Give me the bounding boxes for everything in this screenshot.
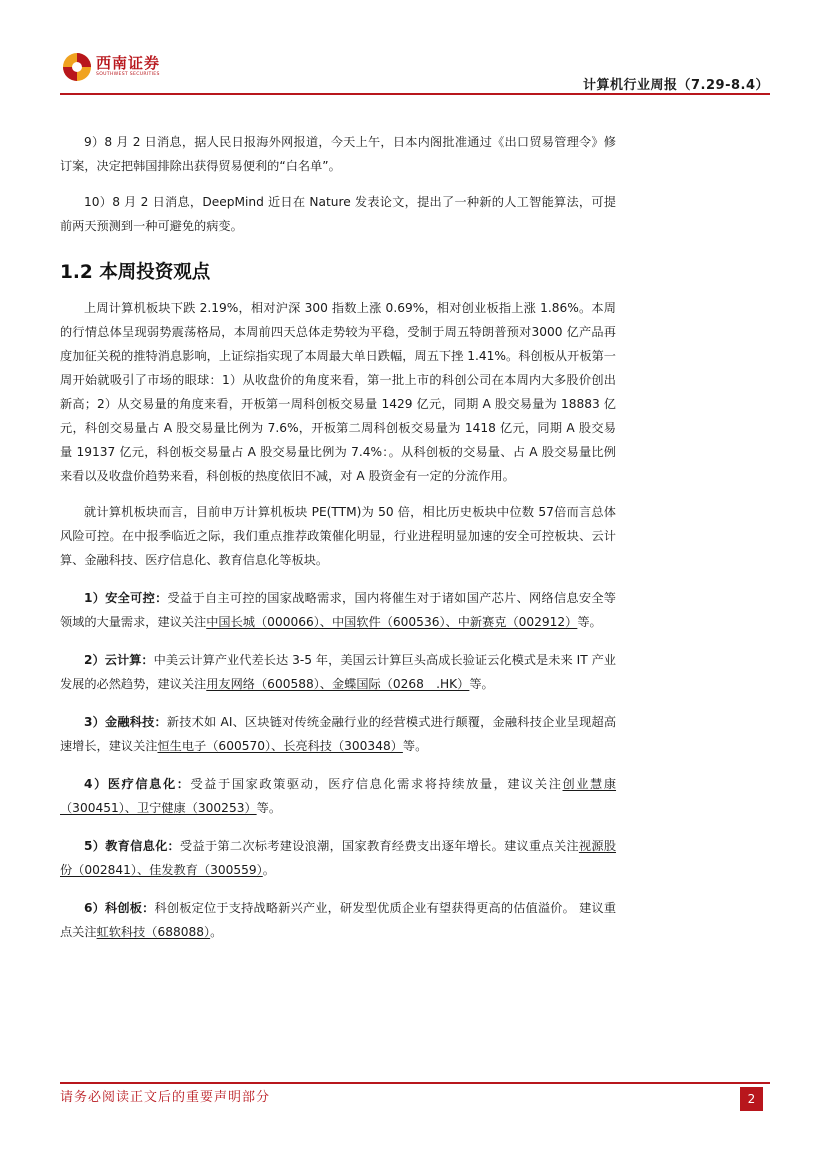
sector-label: 6）科创板： (84, 901, 155, 915)
sector-label: 3）金融科技： (84, 715, 167, 729)
sector-item-security (60, 586, 616, 634)
sector-item-medical (60, 772, 616, 820)
sector-tail: 等。 (256, 801, 282, 815)
sector-text: 受益于第二次标考建设浪潮，国家教育经费支出逐年增长。建议重点关注 (180, 839, 579, 853)
sector-text: 受益于自主可控的国家战略需求，国内将催生对于诸如国产芯片、网络信息安全等领域的大量需求，建议关注 (60, 591, 616, 629)
sector-item-education (60, 834, 616, 882)
stock-list: 恒生电子（600570）、长亮科技（300348） (157, 739, 403, 753)
sector-tail: 等。 (402, 739, 428, 753)
report-title: 计算机行业周报（7.29-8.4） (583, 78, 769, 93)
sector-tail: 。 (262, 863, 275, 877)
stock-list: 用友网络（600588）、金蝶国际（0268 .HK） (206, 677, 470, 691)
news-item-10: 10）8 月 2 日消息，DeepMind 近日在 Nature 发表论文，提出了一种新的人工智能算法，可提前两天预测到一种可避免的病变。 (60, 195, 616, 233)
sector-tail: 等。 (577, 615, 602, 629)
stock-list: 虹软科技（688088） (96, 925, 211, 939)
company-logo (62, 50, 172, 84)
main-content (60, 130, 616, 958)
sector-tail: 。 (210, 925, 223, 939)
sector-label: 2）云计算： (84, 653, 154, 667)
sector-text: 新技术如 AI、区块链对传统金融行业的经营模式进行颠覆，金融科技企业呈现超高速增长，建议关注 (60, 715, 617, 753)
footer-divider (60, 1082, 770, 1084)
logo-subtitle: SOUTHWEST SECURITIES (96, 72, 160, 77)
footer-disclaimer: 请务必阅读正文后的重要声明部分 (60, 1090, 271, 1105)
sector-text: 科创板定位于支持战略新兴产业，研发型优质企业有望获得更高的估值溢价。 建议重点关注 (60, 901, 617, 939)
intro-paragraph-2: 就计算机板块而言，目前申万计算机板块 PE(TTM)为 50 倍，相比历史板块中位数 57倍而言总体风险可控。在中报季临近之际，我们重点推荐政策催化明显，行业进程明显加速的安全可控板块、云计算、金融科技、医疗信息化、教育信息化等板块。 (60, 505, 616, 567)
stock-list: 创业慧康（300451）、卫宁健康（300253） (60, 777, 617, 815)
logo-emblem-icon (62, 52, 92, 82)
stock-list: 视源股份（002841）、佳发教育（300559） (60, 839, 617, 877)
sector-item-cloud (60, 648, 616, 696)
sector-text: 受益于国家政策驱动，医疗信息化需求将持续放量，建议关注 (190, 777, 563, 791)
sector-text: 中美云计算产业代差长达 3-5 年，美国云计算巨头高成长验证云化模式是未来 IT 产业发展的必然趋势，建议关注 (60, 653, 616, 691)
sector-tail: 等。 (469, 677, 494, 691)
sector-item-star-market (60, 896, 616, 944)
header-divider (60, 93, 770, 95)
logo-name: 西南证券 (96, 54, 161, 72)
section-title: 1.2 本周投资观点 (60, 262, 211, 283)
sector-item-fintech (60, 710, 616, 758)
intro-paragraph-1: 上周计算机板块下跌 2.19%，相对沪深 300 指数上涨 0.69%，相对创业板指上涨 1.86%。本周的行情总体呈现弱势震荡格局，本周前四天总体走势较为平稳，受制于周五特朗普预对3000 亿产品再度加征关税的推特消息影响，上证综指实现了本周最大单日跌幅，周五下挫 1.41%。科创板从开板第一周开始就吸引了市场的眼球：1）从收盘价的角度来看，第一批上市的科创公司在本周内大多股价创出新高；2）从交易量的角度来看，开板第一周科创板交易量 1429 亿元，同期 A 股交易量为 18883 亿元，科创交易量占 A 股交易量比例为 7.6%，开板第二周科创板交易量为 1418 亿元，同期 A 股交易量 19137 亿元，科创板交易量占 A 股交易量比例为 7.4%：。从科创板的交易量、占 A 股交易量比例来看以及收盘价趋势来看，科创板的热度依旧不减，对 A 股资金有一定的分流作用。 (60, 301, 616, 483)
stock-list: 中国长城（000066）、中国软件（600536）、中新赛克（002912） (206, 615, 578, 629)
page-number: 2 (740, 1087, 763, 1111)
news-item-9: 9）8 月 2 日消息，据人民日报海外网报道，今天上午，日本内阁批准通过《出口贸易管理令》修订案，决定把韩国排除出获得贸易便利的“白名单”。 (60, 135, 616, 173)
sector-label: 4）医疗信息化： (84, 777, 191, 791)
page-header (0, 0, 827, 100)
sector-label: 5）教育信息化： (84, 839, 181, 853)
sector-label: 1）安全可控： (84, 591, 168, 605)
